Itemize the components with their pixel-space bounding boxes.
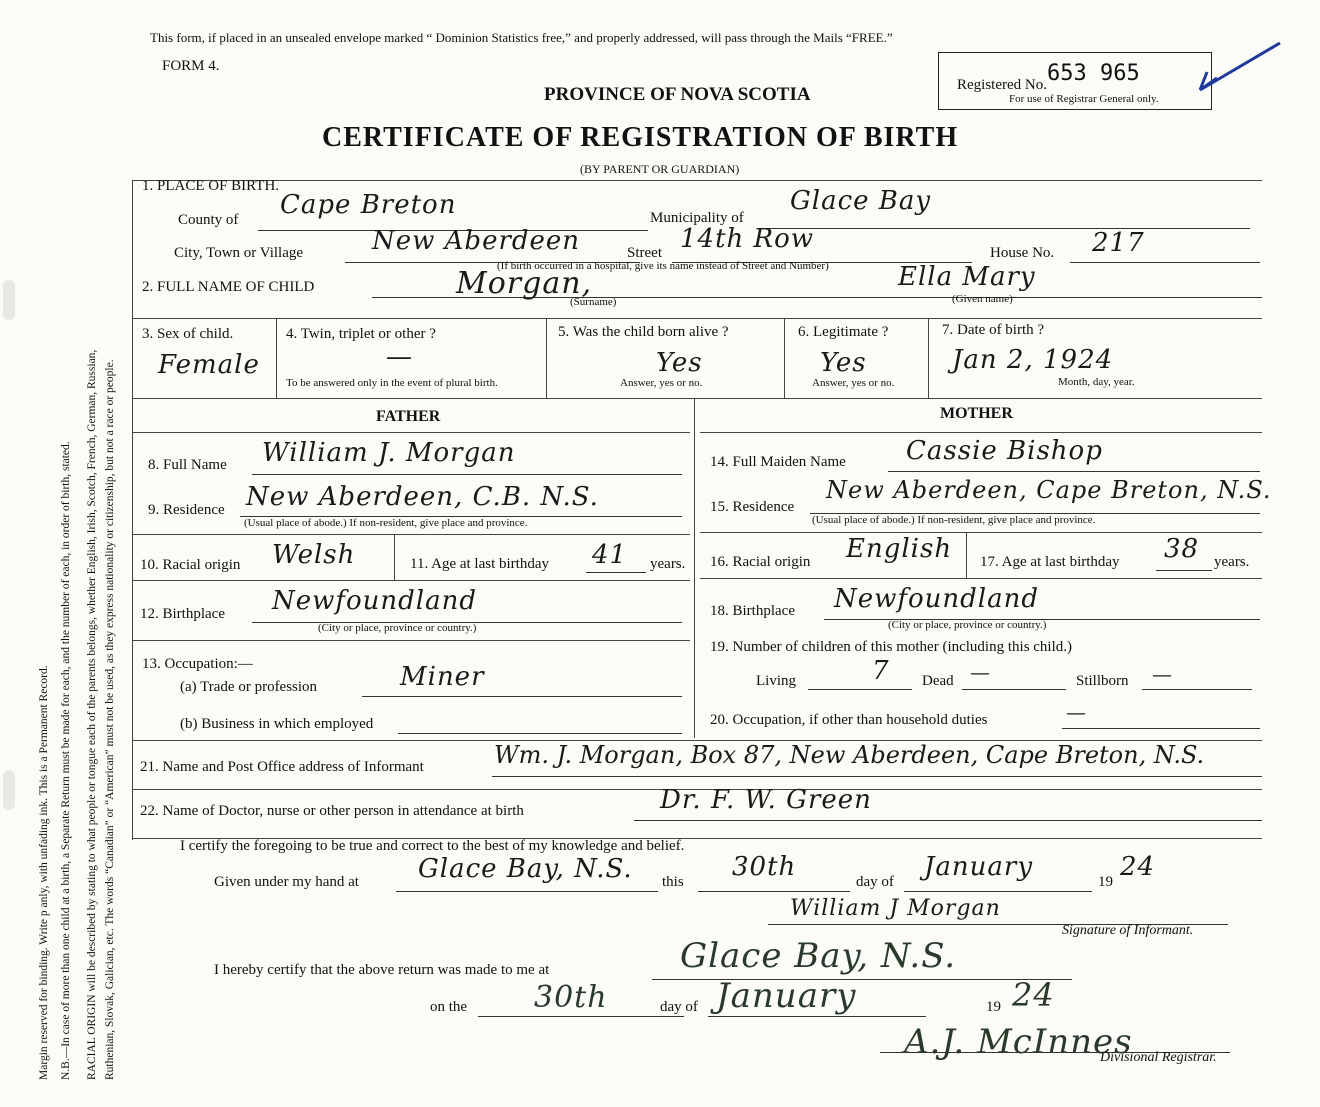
municipality-value: Glace Bay <box>790 186 932 216</box>
father-age-value: 41 <box>592 540 628 570</box>
dob-label: 7. Date of birth ? <box>942 322 1045 338</box>
divider <box>928 318 929 398</box>
father-name-line <box>252 474 682 475</box>
divider <box>694 398 695 738</box>
registered-box <box>938 52 1212 110</box>
doctor-value: Dr. F. W. Green <box>660 785 872 815</box>
county-value: Cape Breton <box>280 190 457 220</box>
hospital-note: (If birth occurred in a hospital, give its name instead of Street and Number) <box>497 260 829 272</box>
father-age-label: 11. Age at last birthday <box>410 556 549 572</box>
on-the-label: on the <box>430 999 468 1015</box>
margin-note-binding <box>38 665 50 1080</box>
registrar-statement: I hereby certify that the above return was made to me at <box>214 962 550 978</box>
registrar-signature: A.J. McInnes <box>904 1022 1133 1062</box>
given-note: (Given name) <box>952 293 1013 305</box>
county-label: County of <box>178 212 239 228</box>
father-trade-line <box>362 696 682 697</box>
certify-year-value: 24 <box>1120 852 1156 882</box>
divider <box>276 318 277 398</box>
informant-label: 21. Name and Post Office address of Informant <box>140 759 424 775</box>
father-business-label: (b) Business in which employed <box>180 716 374 732</box>
certify-day-value: 30th <box>732 852 797 882</box>
dead-value: — <box>970 660 991 684</box>
dob-note: Month, day, year. <box>1058 376 1135 388</box>
informant-signature: William J Morgan <box>790 896 1001 921</box>
margin-note-racial-origin <box>86 350 98 1080</box>
father-occupation-label: 13. Occupation:— <box>142 656 253 672</box>
child-given-name: Ella Mary <box>898 262 1036 292</box>
divider <box>700 432 1262 433</box>
informant-value: Wm. J. Morgan, Box 87, New Aberdeen, Cape Breton, N.S. <box>494 741 1205 769</box>
registrar-label: Divisional Registrar. <box>1100 1050 1217 1065</box>
mother-occupation-value: — <box>1066 700 1087 724</box>
registered-label: Registered No. <box>957 77 1047 93</box>
divider <box>132 534 690 535</box>
divider <box>132 398 1262 399</box>
divider <box>394 534 395 580</box>
page-title: CERTIFICATE OF REGISTRATION OF BIRTH <box>322 122 959 153</box>
binding-hole <box>3 280 15 320</box>
certify-month-value: January <box>924 852 1034 882</box>
mother-occupation-label: 20. Occupation, if other than household duties <box>710 712 988 728</box>
street-label: Street <box>627 245 662 261</box>
father-trade-value: Miner <box>400 662 485 692</box>
year-prefix: 19 <box>1098 874 1113 890</box>
city-value: New Aberdeen <box>372 226 581 256</box>
doctor-line <box>634 820 1262 821</box>
registrar-day-line <box>478 1016 684 1017</box>
sex-label: 3. Sex of child. <box>142 326 234 342</box>
child-surname: Morgan, <box>456 266 593 301</box>
city-label: City, Town or Village <box>174 245 304 261</box>
alive-value: Yes <box>656 348 703 378</box>
mother-residence-label: 15. Residence <box>710 499 795 515</box>
mother-occupation-line <box>1062 728 1260 729</box>
municipality-line <box>760 228 1250 229</box>
house-value: 217 <box>1092 228 1145 258</box>
mother-birthplace-note: (City or place, province or country.) <box>888 619 1047 631</box>
registrar-year-value: 24 <box>1012 976 1055 1014</box>
dob-value: Jan 2, 1924 <box>952 345 1114 375</box>
day-of-label: day of <box>856 874 894 890</box>
mother-children-label: 19. Number of children of this mother (including this child.) <box>710 639 1073 655</box>
mother-race-value: English <box>846 534 953 564</box>
top-notice: This form, if placed in an unsealed envelope marked “ Dominion Statistics free,” and properly addressed, will pass through the Mails “FREE.” <box>150 30 893 45</box>
legitimate-note: Answer, yes or no. <box>812 377 895 389</box>
divider <box>784 318 785 398</box>
municipality-label: Municipality of <box>650 210 744 226</box>
dead-line <box>962 689 1066 690</box>
margin-note-text: Margin reserved for binding. Write p anly, with unfading ink. This is a Permanent Record. <box>38 665 50 1080</box>
mother-birthplace-label: 18. Birthplace <box>710 603 795 619</box>
margin-note-multiple-births <box>60 441 72 1080</box>
father-residence-value: New Aberdeen, C.B. N.S. <box>246 482 599 512</box>
stillborn-label: Stillborn <box>1076 673 1129 689</box>
divider <box>546 318 547 398</box>
mother-age-label: 17. Age at last birthday <box>980 554 1120 570</box>
divider <box>700 532 1262 533</box>
alive-note: Answer, yes or no. <box>620 377 703 389</box>
form-number: FORM 4. <box>162 58 220 74</box>
margin-note-text: Ruthenian, Slovak, Galician, etc. The words “Canadian” or “American” must not be used, as they express nationality or citizenship, but not a race or people. <box>104 359 116 1080</box>
mother-heading: MOTHER <box>940 405 1013 422</box>
divider <box>966 532 967 578</box>
father-birthplace-label: 12. Birthplace <box>140 606 225 622</box>
living-label: Living <box>756 673 796 689</box>
registrar-day-value: 30th <box>534 980 608 1015</box>
dead-label: Dead <box>922 673 954 689</box>
informant-line <box>492 776 1262 777</box>
father-business-line <box>398 733 682 734</box>
divider <box>700 578 1262 579</box>
twin-note: To be answered only in the event of plural birth. <box>286 377 498 389</box>
margin-note-text: RACIAL ORIGIN will be described by stating to what people or tongue each of the parents belongs, whether English, Irish, Scotch, French, German, Russian, <box>86 349 98 1080</box>
alive-label: 5. Was the child born alive ? <box>558 324 729 340</box>
house-line <box>1070 262 1260 263</box>
living-line <box>808 689 912 690</box>
mother-name-label: 14. Full Maiden Name <box>710 454 846 470</box>
father-residence-note: (Usual place of abode.) If non-resident, give place and province. <box>244 517 528 529</box>
mother-birthplace-value: Newfoundland <box>834 584 1040 614</box>
stillborn-value: — <box>1152 662 1173 686</box>
page-subtitle: (BY PARENT OR GUARDIAN) <box>580 162 740 176</box>
living-value: 7 <box>872 656 890 686</box>
father-birthplace-note: (City or place, province or country.) <box>318 622 477 634</box>
registrar-month-value: January <box>716 976 857 1016</box>
divider <box>132 180 133 840</box>
father-residence-label: 9. Residence <box>148 502 225 518</box>
mother-race-label: 16. Racial origin <box>710 554 811 570</box>
sex-value: Female <box>158 350 260 380</box>
binding-hole <box>3 770 15 810</box>
father-trade-label: (a) Trade or profession <box>180 679 318 695</box>
house-label: House No. <box>990 245 1055 261</box>
mother-residence-note: (Usual place of abode.) If non-resident, give place and province. <box>812 514 1096 526</box>
month-line <box>904 891 1092 892</box>
father-race-value: Welsh <box>272 540 356 570</box>
twin-label: 4. Twin, triplet or other ? <box>286 326 436 342</box>
registrar-day-of-label: day of <box>660 999 698 1015</box>
mother-age-unit: years. <box>1214 554 1250 570</box>
registrar-place-value: Glace Bay, N.S. <box>680 936 957 976</box>
given-place-line <box>396 891 658 892</box>
signature-label: Signature of Informant. <box>1062 923 1194 938</box>
margin-note-racial-origin-cont <box>104 359 116 1080</box>
twin-value: — <box>386 342 413 372</box>
street-value: 14th Row <box>680 224 815 254</box>
stillborn-line <box>1142 689 1252 690</box>
father-age-line <box>586 572 646 573</box>
blue-check-icon <box>1195 38 1285 98</box>
divider <box>132 580 690 581</box>
registrar-month-line <box>708 1016 926 1017</box>
given-label: Given under my hand at <box>214 874 359 890</box>
legitimate-label: 6. Legitimate ? <box>798 324 889 340</box>
place-heading: 1. PLACE OF BIRTH. <box>142 178 280 194</box>
margin-note-text: N.B.—In case of more than one child at a birth, a Separate Return must be made for each, and the number of each, in order of birth, stated. <box>60 441 72 1080</box>
registrar-year-prefix: 19 <box>986 999 1001 1015</box>
certify-statement: I certify the foregoing to be true and correct to the best of my knowledge and belief. <box>180 838 685 854</box>
father-heading: FATHER <box>376 408 441 425</box>
father-birthplace-value: Newfoundland <box>272 586 478 616</box>
divider <box>132 432 690 433</box>
mother-age-line <box>1156 570 1212 571</box>
father-name-value: William J. Morgan <box>262 438 516 468</box>
mother-name-value: Cassie Bishop <box>906 436 1103 466</box>
father-age-unit: years. <box>650 556 686 572</box>
father-race-label: 10. Racial origin <box>140 557 241 573</box>
registered-note: For use of Registrar General only. <box>1009 93 1159 105</box>
divider <box>132 640 690 641</box>
divider <box>132 180 1262 181</box>
registrar-place-line <box>652 979 1072 980</box>
divider <box>132 318 1262 319</box>
day-line <box>698 891 850 892</box>
legitimate-value: Yes <box>820 348 867 378</box>
doctor-label: 22. Name of Doctor, nurse or other person in attendance at birth <box>140 803 524 819</box>
father-name-label: 8. Full Name <box>148 457 227 473</box>
mother-age-value: 38 <box>1164 534 1200 564</box>
child-name-label: 2. FULL NAME OF CHILD <box>142 279 315 295</box>
registered-number: 653 965 <box>1047 61 1140 86</box>
mother-residence-value: New Aberdeen, Cape Breton, N.S. <box>826 476 1272 504</box>
surname-note: (Surname) <box>570 296 617 308</box>
given-place-value: Glace Bay, N.S. <box>418 854 633 884</box>
province-heading: PROVINCE OF NOVA SCOTIA <box>544 84 811 105</box>
this-label: this <box>662 874 684 890</box>
mother-name-line <box>888 471 1260 472</box>
